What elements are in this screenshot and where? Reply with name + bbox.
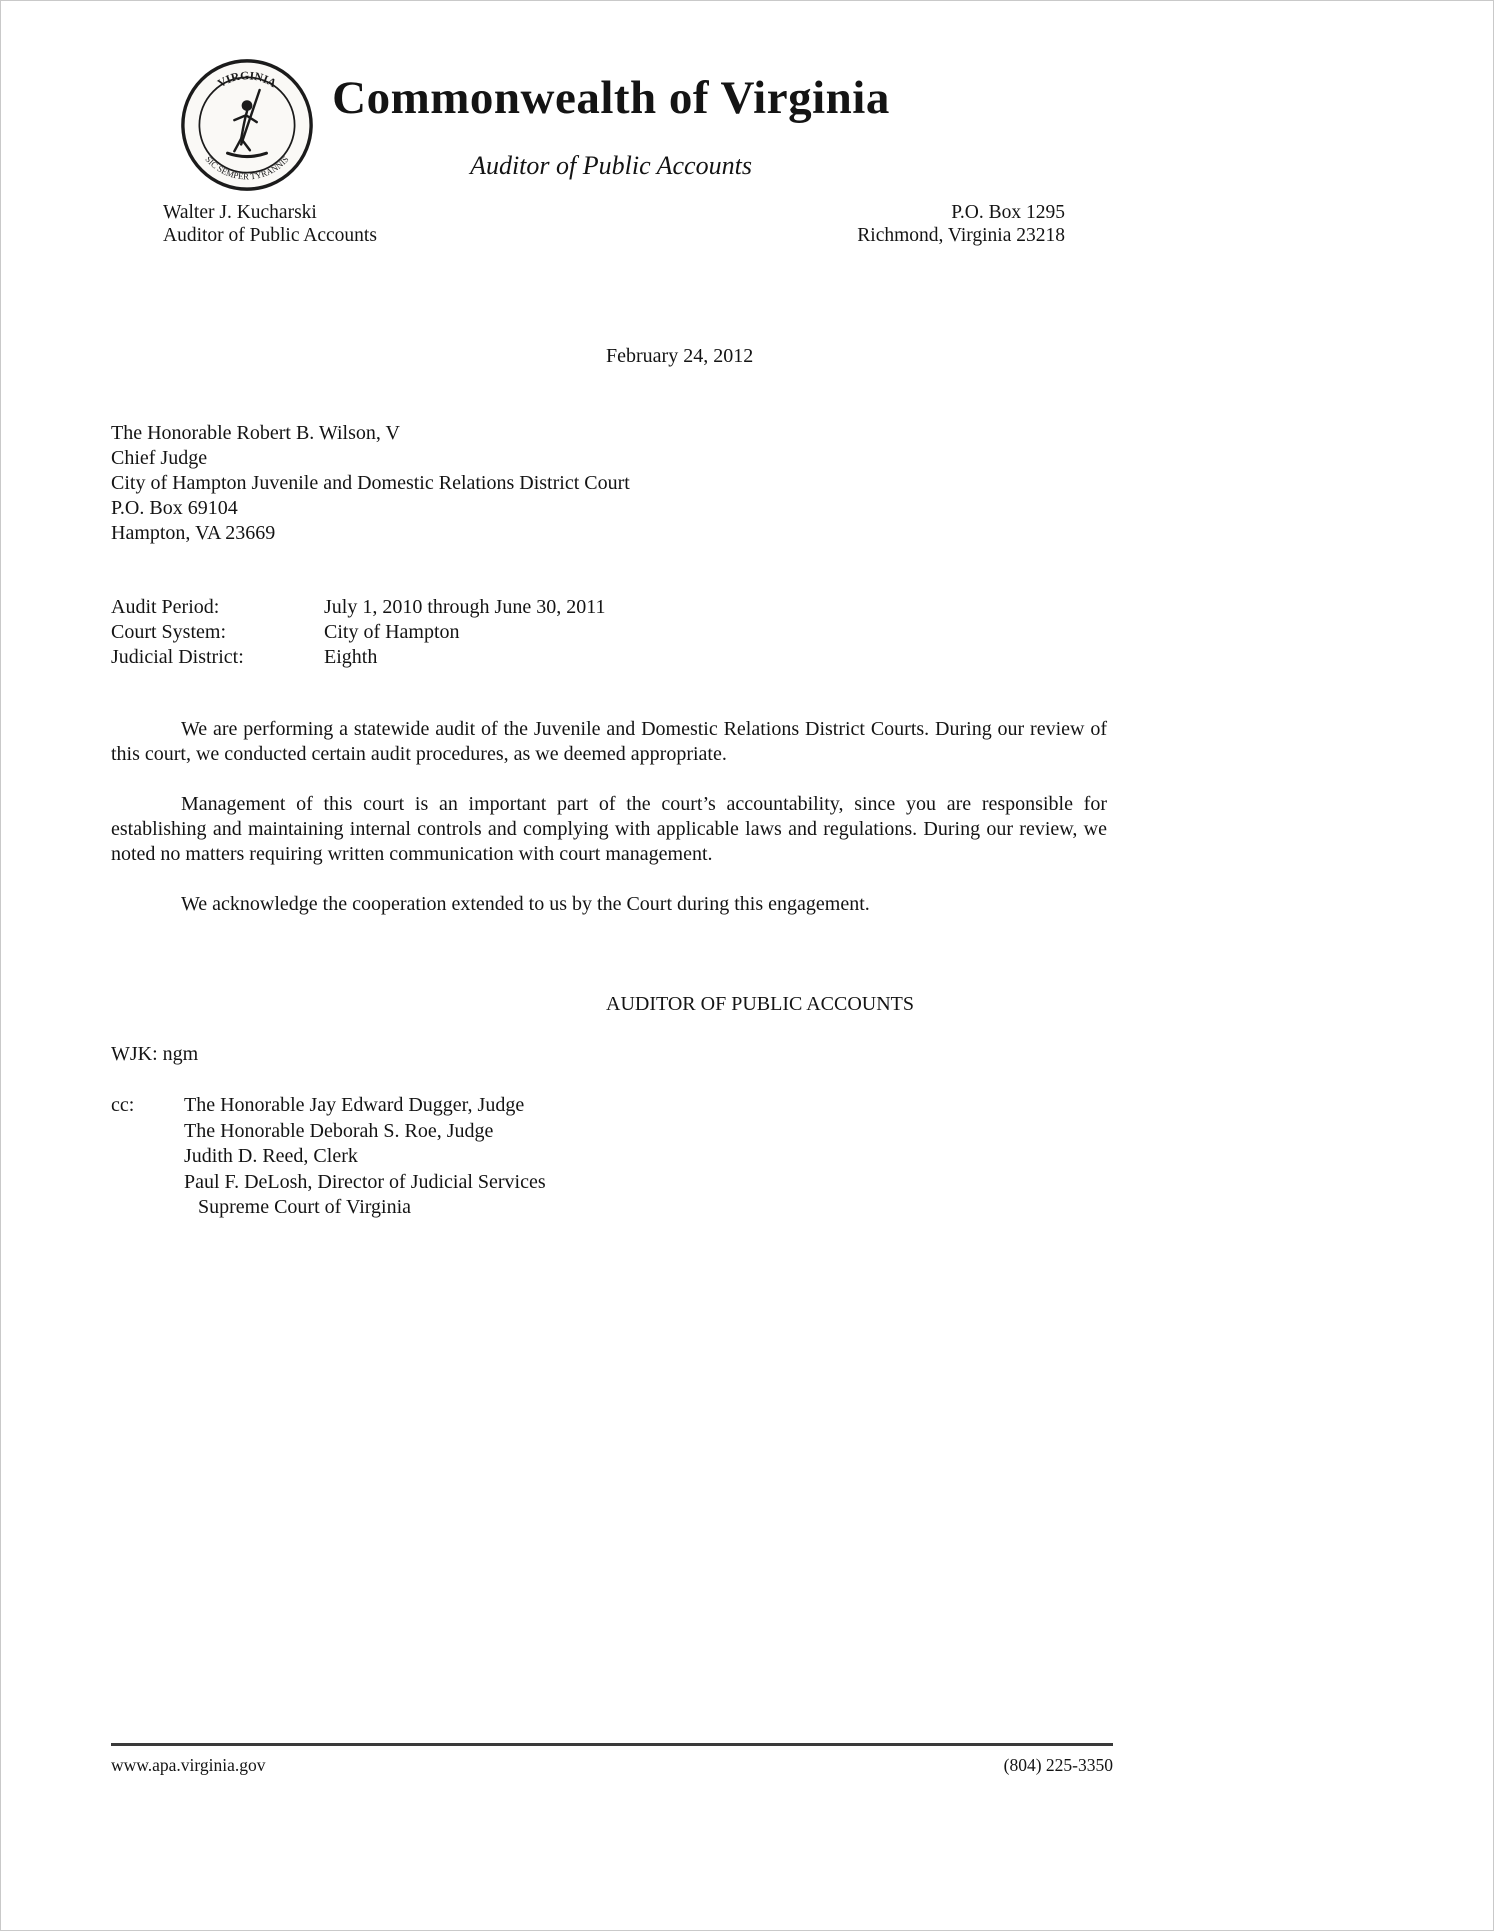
city-state-zip: Richmond, Virginia 23218 xyxy=(857,225,1065,246)
cc-lines xyxy=(184,1093,546,1221)
po-box: P.O. Box 1295 xyxy=(951,202,1065,223)
official-title: Auditor of Public Accounts xyxy=(163,225,377,246)
official-name: Walter J. Kucharski xyxy=(163,202,317,223)
letterhead-title: Commonwealth of Virginia xyxy=(332,72,890,124)
footer-rule xyxy=(111,1743,1113,1746)
contact-left xyxy=(111,201,377,247)
info-row xyxy=(111,595,605,620)
letter-body xyxy=(111,717,1107,942)
body-paragraph: We are performing a statewide audit of the Juvenile and Domestic Relations District Courts. During our review of this court, we conducted certain audit procedures, as we deemed appropriate. xyxy=(111,718,1107,765)
signature-org: AUDITOR OF PUBLIC ACCOUNTS xyxy=(606,993,915,1015)
body-paragraph: We acknowledge the cooperation extended to us by the Court during this engagement. xyxy=(181,893,870,915)
info-row xyxy=(111,645,605,670)
audit-info xyxy=(111,595,605,670)
body-paragraph: Management of this court is an important part of the court’s accountability, since you are responsible for establishing and maintaining internal controls and complying with applicable laws and regulations. During our review, we noted no matters requiring written communication with court management. xyxy=(111,793,1107,865)
info-value: July 1, 2010 through June 30, 2011 xyxy=(324,596,606,618)
letter-date: February 24, 2012 xyxy=(606,345,754,367)
info-value: City of Hampton xyxy=(324,621,460,643)
recipient-line: Chief Judge xyxy=(111,447,208,469)
recipient-line: The Honorable Robert B. Wilson, V xyxy=(111,422,400,444)
recipient-address xyxy=(111,421,630,546)
recipient-line: P.O. Box 69104 xyxy=(111,497,238,519)
reference-initials: WJK: ngm xyxy=(111,1043,199,1065)
info-label: Audit Period: xyxy=(111,596,220,618)
footer-phone: (804) 225-3350 xyxy=(1003,1755,1113,1775)
info-label: Court System: xyxy=(111,621,227,643)
cc-line: Supreme Court of Virginia xyxy=(198,1196,412,1218)
recipient-line: City of Hampton Juvenile and Domestic Relations District Court xyxy=(111,472,630,494)
contact-right xyxy=(857,201,1111,247)
cc-line: The Honorable Deborah S. Roe, Judge xyxy=(184,1119,494,1142)
letterhead-subtitle: Auditor of Public Accounts xyxy=(470,151,752,180)
cc-line: Judith D. Reed, Clerk xyxy=(184,1145,358,1167)
seal-top-text: VIRGINIA xyxy=(215,69,279,91)
info-row xyxy=(111,620,605,645)
cc-block xyxy=(111,1093,546,1221)
seal-bottom-text: SIC SEMPER TYRANNIS xyxy=(203,154,291,182)
recipient-line: Hampton, VA 23669 xyxy=(111,522,276,544)
letterhead-contacts xyxy=(111,201,1111,247)
info-value: Eighth xyxy=(324,646,378,668)
cc-line: Paul F. DeLosh, Director of Judicial Services xyxy=(184,1170,546,1193)
footer-website: www.apa.virginia.gov xyxy=(111,1755,266,1775)
footer xyxy=(111,1755,1113,1776)
info-label: Judicial District: xyxy=(111,646,244,668)
cc-label: cc: xyxy=(111,1094,135,1116)
cc-line: The Honorable Jay Edward Dugger, Judge xyxy=(184,1094,525,1116)
